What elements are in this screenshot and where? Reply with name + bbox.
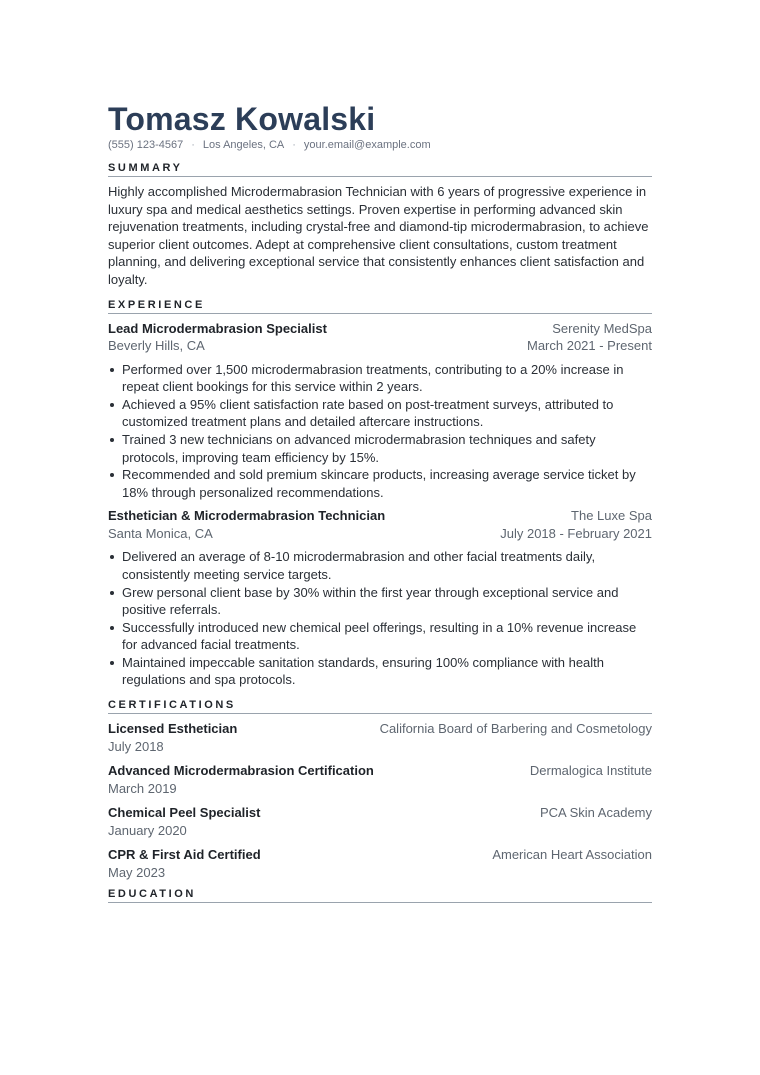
job-bullet: Recommended and sold premium skincare products, increasing average service ticket by 18% through personalized recommendations. — [122, 466, 652, 501]
job-dates: March 2021 - Present — [526, 338, 652, 354]
certification-name: Chemical Peel Specialist — [108, 805, 261, 821]
certification-issuer: American Heart Association — [492, 847, 652, 863]
phone-number: (555) 123-4567 — [108, 139, 184, 151]
job-bullet: Trained 3 new technicians on advanced microdermabrasion techniques and safety protocols, improving team efficiency by 15%. — [122, 431, 652, 466]
contact-separator: · — [191, 139, 195, 151]
job-entry — [108, 320, 652, 502]
summary-heading: SUMMARY — [108, 161, 652, 177]
certification-entry — [108, 762, 652, 797]
certification-issuer: California Board of Barbering and Cosmetology — [379, 721, 652, 737]
location: Los Angeles, CA — [202, 139, 285, 151]
certification-name: Licensed Esthetician — [108, 721, 238, 737]
summary-text: Highly accomplished Microdermabrasion Technician with 6 years of progressive experience in luxury spa and medical aesthetics settings. Proven expertise in performing advanced skin rejuvenation treatments, including crystal-free and diamond-tip microdermabrasion, to achieve superior client outcomes. Adept at comprehensive client consultations, custom treatment planning, and delivering exceptional service that consistently enhances client satisfaction and loyalty. — [108, 184, 649, 287]
job-location: Santa Monica, CA — [108, 525, 213, 541]
resume-page — [108, 100, 652, 909]
certifications-heading: CERTIFICATIONS — [108, 698, 652, 714]
certification-entry — [108, 804, 652, 839]
candidate-name: Tomasz Kowalski — [108, 101, 376, 137]
certification-name: Advanced Microdermabrasion Certification — [108, 763, 374, 779]
job-bullet: Delivered an average of 8-10 microdermabrasion and other facial treatments daily, consistently meeting service targets. — [122, 548, 652, 583]
job-location: Beverly Hills, CA — [108, 338, 205, 354]
job-role: Esthetician & Microdermabrasion Technician — [108, 508, 386, 524]
job-bullet: Performed over 1,500 microdermabrasion treatments, contributing to a 20% increase in repeat client bookings for this service within 2 years. — [122, 361, 652, 396]
job-bullet: Grew personal client base by 30% within the first year through exceptional service and positive referrals. — [122, 584, 652, 619]
contact-line — [108, 138, 652, 152]
job-bullet: Maintained impeccable sanitation standards, ensuring 100% compliance with health regulations and spa protocols. — [122, 654, 652, 689]
job-entry — [108, 507, 652, 689]
job-bullets — [108, 361, 652, 502]
certification-date: May 2023 — [108, 864, 166, 880]
education-heading: EDUCATION — [108, 887, 652, 903]
certification-date: January 2020 — [108, 822, 187, 838]
email-address: your.email@example.com — [303, 139, 431, 151]
certification-date: July 2018 — [108, 738, 164, 754]
certification-issuer: PCA Skin Academy — [540, 805, 652, 821]
job-bullet: Achieved a 95% client satisfaction rate based on post-treatment surveys, attributed to customized treatment plans and detailed aftercare instructions. — [122, 396, 652, 431]
certification-entry — [108, 846, 652, 881]
job-company: Serenity MedSpa — [552, 320, 652, 336]
job-company: The Luxe Spa — [571, 508, 652, 524]
job-role: Lead Microdermabrasion Specialist — [108, 320, 327, 336]
certification-date: March 2019 — [108, 780, 177, 796]
certification-issuer: Dermalogica Institute — [529, 763, 652, 779]
experience-heading: EXPERIENCE — [108, 298, 652, 314]
job-bullets — [108, 548, 652, 689]
certification-entry — [108, 720, 652, 755]
job-dates: July 2018 - February 2021 — [500, 525, 652, 541]
job-bullet: Successfully introduced new chemical peel offerings, resulting in a 10% revenue increase for advanced facial treatments. — [122, 619, 652, 654]
certification-name: CPR & First Aid Certified — [108, 847, 261, 863]
contact-separator: · — [292, 139, 296, 151]
